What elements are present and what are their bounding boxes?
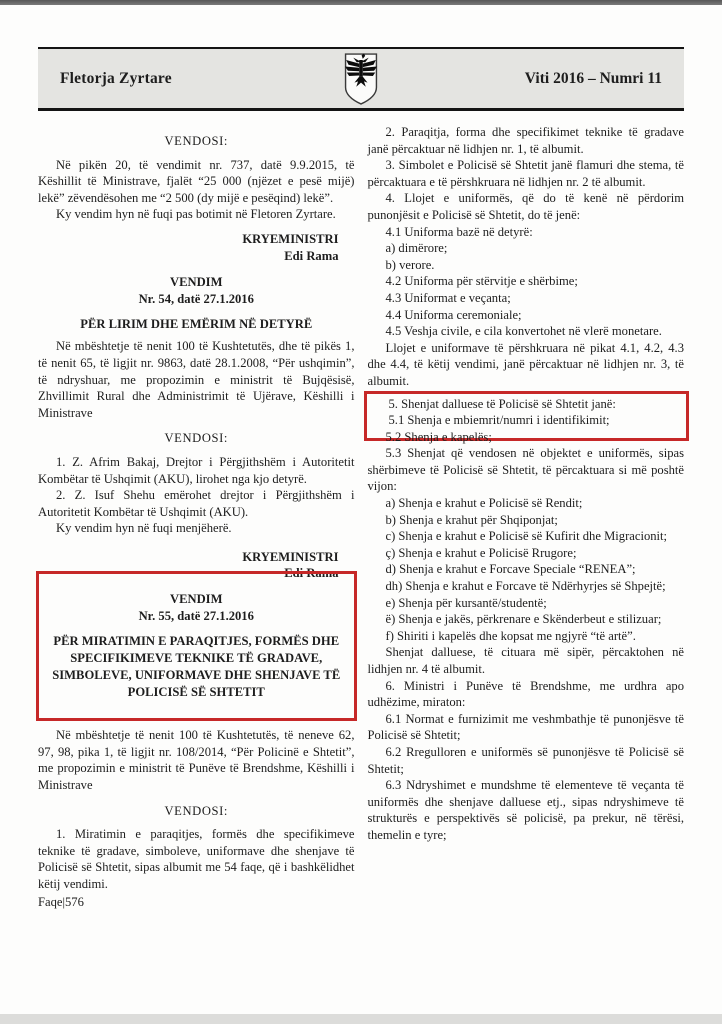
body-paragraph: 4.3 Uniformat e veçanta; — [385, 290, 511, 305]
body-paragraph: ç) Shenja e krahut e Policisë Rrugore; — [385, 545, 577, 560]
body-paragraph: 3. Simbolet e Policisë së Shtetit janë flamuri dhe stema, të përcaktuara e të përshkruara në lidhjen nr. 2 të albumit. — [367, 158, 684, 189]
body-paragraph: Shenjat dalluese, të cituara më sipër, përcaktohen në lidhjen nr. 4 të albumit. — [367, 645, 684, 676]
body-paragraph: 1. Z. Afrim Bakaj, Drejtor i Përgjithshëm i Autoritetit Kombëtar të Ushqimit (AKU), lirohet nga kjo detyrë. — [38, 454, 355, 486]
decision-heading: VENDIM — [170, 592, 223, 607]
body-paragraph: 6.2 Rregulloren e uniformës së punonjësve të Policisë së Shtetit; — [367, 744, 684, 776]
decision-heading: Nr. 55, datë 27.1.2016 — [138, 608, 254, 623]
highlight-red-box — [36, 571, 357, 721]
body-paragraph: 6. Ministri i Punëve të Brendshme, me urdhra apo udhëzime, miraton: — [367, 678, 684, 710]
gazette-page — [0, 5, 722, 910]
body-paragraph: d) Shenja e krahut e Forcave Speciale “RENEA”; — [385, 562, 636, 577]
body-paragraph: Ky vendim hyn në fuqi menjëherë. — [56, 521, 232, 536]
body-paragraph: b) Shenja e krahut për Shqiponjat; — [385, 512, 558, 527]
body-paragraph: e) Shenja për kursantë/studentë; — [385, 595, 547, 610]
body-paragraph: c) Shenja e krahut e Policisë së Kufirit dhe Migracionit; — [385, 529, 668, 544]
signature-line: KRYEMINISTRI — [242, 231, 339, 246]
body-paragraph: 5.1 Shenja e mbiemrit/numri i identifikimit; — [388, 413, 610, 428]
body-paragraph: 2. Paraqitja, forma dhe specifikimet teknike të gradave janë përcaktuar në lidhjen nr. 1, të albumit. — [367, 125, 684, 156]
body-paragraph: 1. Miratimin e paraqitjes, formës dhe specifikimeve teknike të gradave, simboleve, uniformave dhe shenjave të Policisë së Shtetit, sipas albumit me 54 faqe, që i bashkëlidhet këtij vendimi. — [38, 827, 355, 891]
gazette-header — [38, 47, 684, 111]
body-paragraph: 4.1 Uniforma bazë në detyrë: — [385, 224, 533, 239]
vendosi-label: VENDOSI: — [164, 431, 229, 446]
left-column — [38, 124, 355, 910]
body-paragraph: Në mbështetje të nenit 100 të Kushtetutës, dhe të pikës 1, të nenit 65, të ligjit nr. 9863, datë 28.1.2008, “Për ushqimin”, të ndryshuar, me propozimin e ministrit të Bujqësisë, Zhvillimit Rural dhe Administrimit të Ujërave, Këshilli i Ministrave — [38, 339, 355, 420]
decision-heading: VENDIM — [170, 275, 223, 290]
decision-heading: Nr. 54, datë 27.1.2016 — [138, 291, 254, 306]
body-paragraph: f) Shiriti i kapelës dhe kopsat me ngjyrë “të artë”. — [385, 628, 636, 643]
signature-line: Edi Rama — [284, 248, 339, 263]
vendosi-label: VENDOSI: — [164, 134, 229, 148]
coat-of-arms-icon — [342, 51, 380, 107]
gazette-title: Fletorja Zyrtare — [60, 69, 172, 87]
signature-line: Edi Rama — [284, 566, 339, 581]
body-paragraph: Në mbështetje të nenit 100 të Kushtetutës, të neneve 62, 97, 98, pika 1, të ligjit nr. 108/2014, “Për Policinë e Shtetit”, me propozimin e ministrit të Punëve të Brendshme, Këshilli i Ministrave — [38, 728, 355, 793]
body-paragraph: Në pikën 20, të vendimit nr. 737, datë 9.9.2015, të Këshillit të Ministrave, fjalët “25 000 (njëzet e pesë mijë) lekë” zëvendësohen me “2 500 (dy mijë e pesëqind) lekë”. — [38, 157, 355, 205]
body-paragraph: 6.3 Ndryshimet e mundshme të elementeve të veçanta të uniformës dhe shenjave dalluese etj., sipas ndryshimeve të strukturës e perspektivës së policisë, pa prekur, në tërësi, themelin e tyre; — [367, 778, 684, 842]
scan-edge-bottom — [0, 1014, 722, 1024]
body-paragraph: 4.4 Uniforma ceremoniale; — [385, 307, 522, 322]
decision-heading: PËR LIRIM DHE EMËRIM NË DETYRË — [80, 317, 313, 332]
body-paragraph: 6.1 Normat e furnizimit me veshmbathje të punonjësve të Policisë së Shtetit; — [367, 711, 684, 743]
body-paragraph: 4.5 Veshja civile, e cila konvertohet në vlerë monetare. — [385, 324, 662, 339]
body-paragraph: Ky vendim hyn në fuqi pas botimit në Fletoren Zyrtare. — [56, 207, 336, 222]
body-paragraph: a) Shenja e krahut e Policisë së Rendit; — [385, 496, 583, 511]
body-paragraph: 5.3 Shenjat që vendosen në objektet e uniformës, sipas shërbimeve të Policisë së Shtetit, të përcaktuara si më poshtë vijon: — [367, 446, 684, 494]
two-column-body — [38, 124, 684, 910]
vendosi-label: VENDOSI: — [164, 803, 229, 818]
page-number: Faqe|576 — [38, 894, 84, 909]
signature-line: KRYEMINISTRI — [242, 549, 339, 564]
gazette-issue: Viti 2016 – Numri 11 — [524, 69, 662, 87]
body-paragraph: 5. Shenjat dalluese të Policisë së Shtetit janë: — [388, 396, 616, 411]
body-paragraph: 2. Z. Isuf Shehu emërohet drejtor i Përgjithshëm i Autoritetit Kombëtar të Ushqimit (AKU). — [38, 488, 355, 519]
body-paragraph: dh) Shenja e krahut e Forcave të Ndërhyrjes së Shpejtë; — [385, 579, 666, 594]
body-paragraph: 4. Llojet e uniformës, që do të kenë në përdorim punonjësit e Policisë së Shtetit, do të jenë: — [367, 191, 684, 222]
right-column — [368, 124, 685, 910]
body-paragraph: a) dimërore; — [385, 241, 448, 256]
body-paragraph: 5.2 Shenja e kapelës; — [385, 429, 492, 444]
decision-heading: PËR MIRATIMIN E PARAQITJES, FORMËS DHE SPECIFIKIMEVE TEKNIKE TË GRADAVE, SIMBOLEVE, UNIFORMAVE DHE SHENJAVE TË POLICISË SË SHTETIT — [52, 634, 341, 700]
body-paragraph: b) verore. — [385, 257, 435, 272]
body-paragraph: ë) Shenja e jakës, përkrenare e Skënderbeut e stilizuar; — [385, 612, 662, 627]
body-paragraph: Llojet e uniformave të përshkruara në pikat 4.1, 4.2, 4.3 dhe 4.4, të këtij vendimi, janë përcaktuar në lidhjen nr. 3, të albumit. — [367, 340, 684, 388]
body-paragraph: 4.2 Uniforma për stërvitje e shërbime; — [385, 274, 578, 289]
